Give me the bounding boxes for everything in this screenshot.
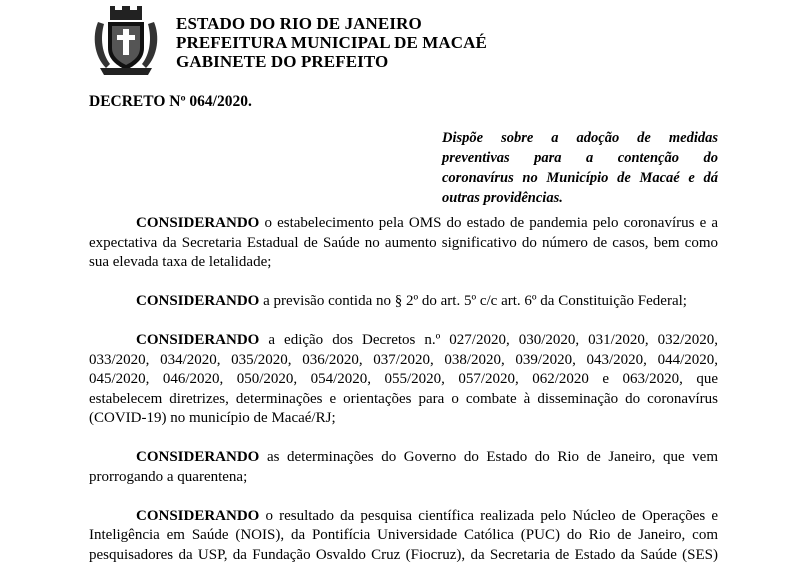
paragraph-line: a edição dos Decretos n.º 027/2020, 030/2020, 031/2020, 032/2020, — [268, 332, 718, 348]
paragraph-line: o estabelecimento pela OMS do estado de pandemia pelo coronavírus e a — [264, 215, 718, 231]
paragraph-line: 033/2020, 034/2020, 035/2020, 036/2020, 037/2020, 038/2020, 039/2020, 043/2020, 044/2020, — [89, 351, 718, 368]
paragraph-line: expectativa da Secretaria Estadual de Saúde no aumento significativo do número de casos, bem como — [89, 234, 718, 251]
paragraph-line: a previsão contida no § 2º do art. 5º c/c art. 6º da Constituição Federal; — [263, 293, 687, 309]
coat-of-arms-icon — [92, 6, 160, 76]
paragraph-keyword: CONSIDERANDO — [136, 507, 260, 524]
considerando-paragraph — [89, 214, 718, 273]
paragraph-line: prorrogando a quarentena; — [89, 468, 248, 485]
considerando-paragraph — [89, 507, 718, 566]
prefecture-name: PREFEITURA MUNICIPAL DE MACAÉ — [176, 33, 487, 52]
state-name: ESTADO DO RIO DE JANEIRO — [176, 14, 422, 33]
decree-number: DECRETO Nº 064/2020. — [89, 93, 252, 110]
decree-body — [89, 214, 718, 585]
paragraph-keyword: CONSIDERANDO — [136, 215, 260, 231]
considerando-paragraph — [89, 448, 718, 487]
paragraph-line: Inteligência em Saúde (NOIS), da Pontifícia Universidade Católica (PUC) do Rio de Janeiro, com — [89, 527, 718, 543]
considerando-paragraph — [89, 292, 718, 312]
paragraph-line: 045/2020, 046/2020, 050/2020, 054/2020, 055/2020, 057/2020, 062/2020 e 063/2020, que — [89, 371, 718, 387]
considerando-paragraph — [89, 331, 718, 429]
summary-line: Dispõe sobre a adoção de medidas — [442, 130, 718, 146]
paragraph-line: o resultado da pesquisa científica realizada pelo Núcleo de Operações e — [265, 507, 718, 524]
decree-summary — [442, 128, 718, 208]
paragraph-line: estabelecem diretrizes, determinações e orientações para o combate à disseminação do coronavírus — [89, 390, 718, 407]
paragraph-line: pesquisadores da USP, da Fundação Osvaldo Cruz (Fiocruz), da Secretaria de Estado da Saúde (SES) — [89, 546, 718, 563]
office-name: GABINETE DO PREFEITO — [176, 52, 389, 71]
summary-line: preventivas para a contenção do — [442, 150, 718, 166]
summary-line: coronavírus no Município de Macaé e dá — [442, 170, 718, 186]
letterhead — [176, 14, 487, 71]
paragraph-keyword: CONSIDERANDO — [136, 293, 260, 309]
paragraph-line: as determinações do Governo do Estado do Rio de Janeiro, que vem — [266, 449, 719, 465]
summary-line: outras providências. — [442, 190, 563, 206]
paragraph-line: (COVID-19) no município de Macaé/RJ; — [89, 410, 336, 426]
paragraph-keyword: CONSIDERANDO — [136, 449, 260, 465]
paragraph-keyword: CONSIDERANDO — [136, 332, 260, 348]
paragraph-line: sua elevada taxa de letalidade; — [89, 254, 272, 270]
